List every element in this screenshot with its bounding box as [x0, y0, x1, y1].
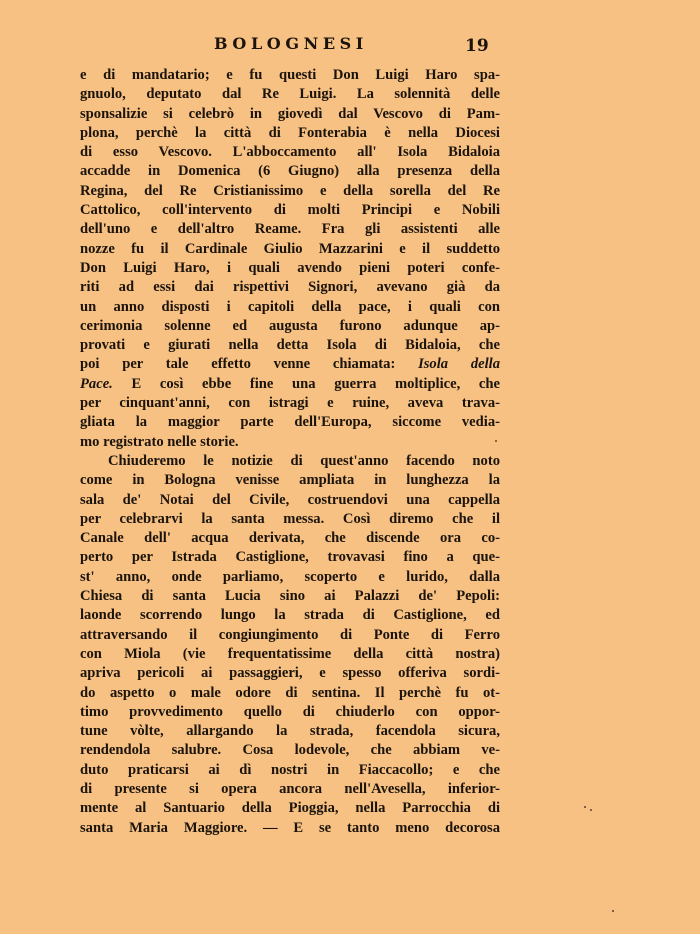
text-line: sponsalizie si celebrò in giovedì dal Vescovo di Pam- [80, 105, 500, 122]
text-line: riti ad essi dai rispettivi Signori, avevano già da [80, 279, 500, 296]
text-line: duto praticarsi ai dì nostri in Fiaccacollo; e che [80, 761, 500, 778]
text-line: rendendola salubre. Cosa lodevole, che abbiam ve- [80, 742, 500, 759]
text-line: nozze fu il Cardinale Giulio Mazzarini e il suddetto [80, 240, 500, 257]
text-line: un anno disposti i capitoli della pace, i quali con [80, 298, 500, 315]
text-line: do aspetto o male odore di sentina. Il perchè fu ot- [80, 684, 500, 701]
text-line: Cattolico, coll'intervento di molti Principi e Nobili [80, 202, 500, 219]
text-line: laonde scorrendo lungo la strada di Castiglione, ed [80, 607, 500, 624]
text-line: gnuolo, deputato dal Re Luigi. La solennità delle [80, 86, 500, 103]
paragraph-2 [80, 452, 500, 838]
text-line: Pace. E così ebbe fine una guerra moltiplice, che [80, 375, 500, 392]
text-line: dell'uno e dell'altro Reame. Fra gli assistenti alle [80, 221, 500, 238]
text-line: apriva pericoli ai passaggieri, e spesso offeriva sordi- [80, 665, 500, 682]
text-line: per cinquant'anni, con istragi e ruine, aveva trava- [80, 395, 500, 412]
italic-phrase: Isola della [418, 356, 500, 373]
page-number: 19 [465, 36, 489, 56]
ink-speck [584, 806, 586, 808]
ink-speck [495, 440, 497, 442]
text-line: Regina, del Re Cristianissimo e della sorella del Re [80, 182, 500, 199]
text-line: mo registrato nelle storie. [80, 433, 239, 450]
text-line: di esso Vescovo. L'abboccamento all' Isola Bidaloia [80, 144, 500, 161]
text-line: con Miola (vie frequentatissime della città nostra) [80, 645, 500, 662]
text-line: gliata la maggior parte dell'Europa, siccome vedia- [80, 414, 500, 431]
text-line: sala de' Notai del Civile, costruendovi una cappella [80, 491, 500, 508]
ink-speck [612, 910, 614, 912]
text-line: attraversando il congiungimento di Ponte di Ferro [80, 626, 500, 643]
ink-speck [590, 809, 592, 811]
text-line: poi per tale effetto venne chiamata: Isola della [80, 356, 500, 373]
text-line: plona, perchè la città di Fonterabia è nella Diocesi [80, 124, 500, 141]
text-line: Chiuderemo le notizie di quest'anno facendo noto [108, 452, 500, 469]
body-text [80, 66, 500, 838]
text-line: Chiesa di santa Lucia sino ai Palazzi de' Pepoli: [80, 588, 500, 605]
text-line: Don Luigi Haro, i quali avendo pieni poteri confe- [80, 259, 500, 276]
text-line: Canale dell' acqua derivata, che discende ora co- [80, 530, 500, 547]
text-line: santa Maria Maggiore. — E se tanto meno decorosa [80, 819, 500, 836]
text-line: mente al Santuario della Pioggia, nella Parrocchia di [80, 800, 500, 817]
page-header [0, 34, 700, 62]
text-line: provati e giurati nella detta Isola di Bidaloia, che [80, 337, 500, 354]
text-line: e di mandatario; e fu questi Don Luigi Haro spa- [80, 67, 500, 83]
text-line: di presente si opera ancora nell'Avesella, inferior- [80, 780, 500, 797]
text-line: accadde in Domenica (6 Giugno) alla presenza della [80, 163, 500, 180]
running-title: BOLOGNESI [214, 34, 368, 53]
paragraph-1 [80, 66, 500, 452]
text-line: timo provvedimento quello di chiuderlo con oppor- [80, 703, 500, 720]
text-line: cerimonia solenne ed augusta furono adunque ap- [80, 317, 500, 334]
text-line: st' anno, onde parliamo, scoperto e lurido, dalla [80, 568, 500, 585]
text-line: per celebrarvi la santa messa. Così diremo che il [80, 510, 500, 527]
text-line: tune vòlte, allargando la strada, facendola sicura, [80, 723, 500, 740]
text-line: perto per Istrada Castiglione, trovavasi fino a que- [80, 549, 500, 566]
italic-phrase: Pace. [80, 375, 113, 392]
text-line: come in Bologna venisse ampliata in lunghezza la [80, 472, 500, 489]
